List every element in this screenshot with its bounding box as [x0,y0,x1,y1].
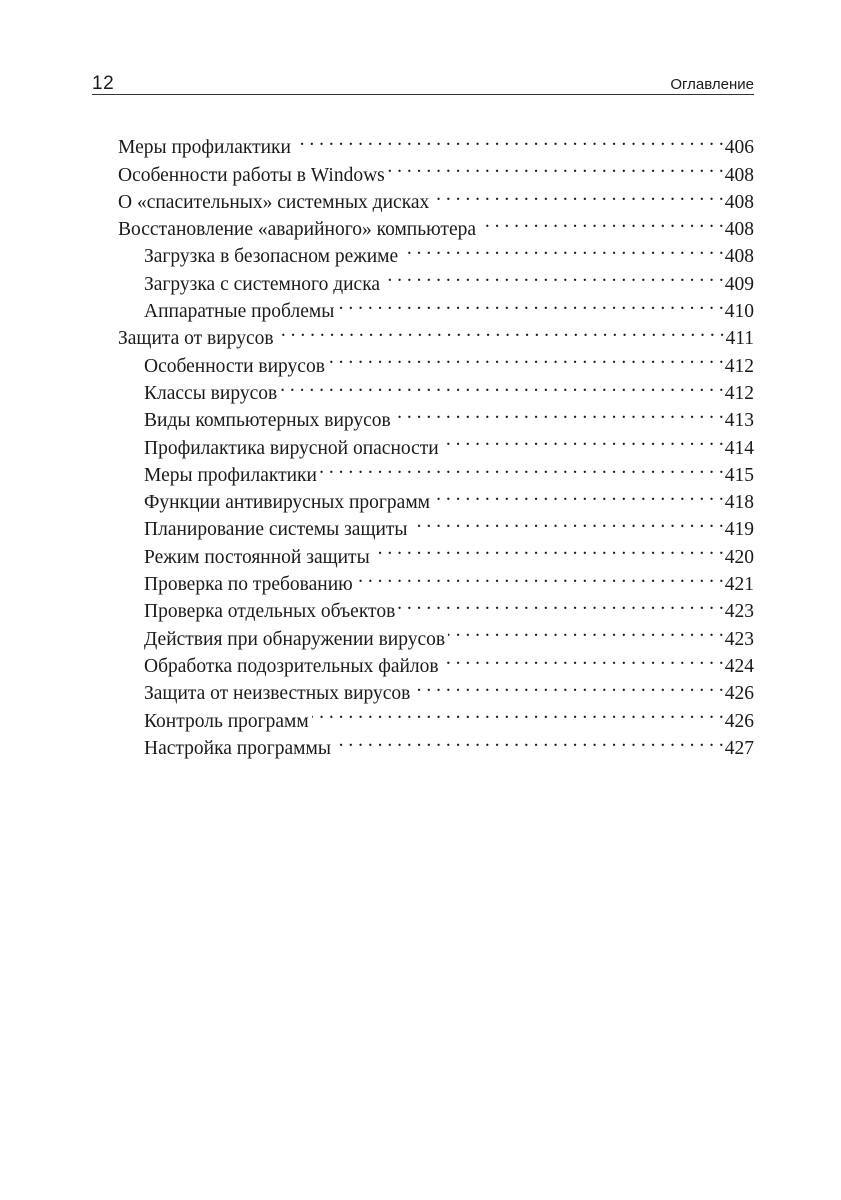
toc-entry-page: 418 [724,492,754,514]
toc-entry-title: Проверка отдельных объектов [144,601,396,623]
toc-entry-title: Режим постоянной защиты [144,546,370,568]
toc-entry-page: 426 [724,683,754,705]
dot-leader [413,672,723,699]
toc-entry-page: 406 [724,137,754,159]
toc-entry-page: 427 [724,737,754,759]
toc-entry-title: Особенности вирусов [144,355,325,377]
toc-entry-title: Меры профилактики [144,464,317,486]
toc-entry-title: Защита от неизвестных вирусов [144,683,411,705]
dot-leader [280,372,724,399]
dot-leader [373,535,724,562]
toc-entry-page: 412 [724,355,754,377]
toc-entry-page: 415 [724,464,754,486]
dot-leader [448,617,724,644]
toc-entry-page: 423 [724,628,754,650]
dot-leader [411,508,724,535]
toc-entry-title: Загрузка с системного диска [144,273,381,295]
dot-leader [479,208,724,235]
dot-leader [328,344,724,371]
toc-entry-title: Меры профилактики [118,137,291,159]
toc-entry-title: Обработка подозрительных файлов [144,655,439,677]
toc-entry-title: Аппаратные проблемы [144,301,335,323]
toc-entry-page: 413 [724,410,754,432]
dot-leader [334,727,724,754]
dot-leader [356,563,724,590]
table-of-contents [118,126,754,759]
dot-leader [442,645,724,672]
dot-leader [398,590,723,617]
toc-entry-title: Настройка программы [144,737,331,759]
toc-entry[interactable] [118,126,754,159]
toc-entry-title: Восстановление «аварийного» компьютера [118,219,477,241]
dot-leader [442,426,724,453]
toc-entry-page: 414 [724,437,754,459]
toc-entry-page: 420 [724,546,754,568]
toc-entry-page: 411 [725,328,754,350]
toc-entry-title: Защита от вирусов [118,328,274,350]
toc-entry-title: Загрузка в безопасном режиме [144,246,399,268]
toc-entry-title: Профилактика вирусной опасности [144,437,439,459]
running-title: Оглавление [670,76,754,93]
page-number: 12 [92,73,115,94]
toc-entry-title: Функции антивирусных программ [144,492,431,514]
toc-entry-page: 424 [724,655,754,677]
toc-entry-page: 408 [724,164,754,186]
page-header [92,72,754,95]
dot-leader [277,317,725,344]
dot-leader [401,235,724,262]
dot-leader [433,481,724,508]
dot-leader [432,181,723,208]
toc-entry-title: О «спасительных» системных дисках [118,191,430,213]
toc-entry-page: 408 [724,219,754,241]
toc-entry-page: 421 [724,574,754,596]
dot-leader [294,126,724,153]
toc-entry-title: Проверка по требованию [144,574,353,596]
dot-leader [383,262,724,289]
toc-entry-page: 412 [724,382,754,404]
toc-entry-title: Контроль программ [144,710,309,732]
dot-leader [388,153,724,180]
toc-entry-title: Планирование системы защиты [144,519,408,541]
dot-leader [394,399,724,426]
toc-entry-page: 408 [724,246,754,268]
dot-leader [337,290,723,317]
dot-leader [312,699,724,726]
toc-entry-page: 426 [724,710,754,732]
toc-entry-page: 419 [724,519,754,541]
toc-entry-page: 408 [724,191,754,213]
toc-entry-page: 423 [724,601,754,623]
toc-entry-page: 409 [724,273,754,295]
toc-entry-title: Классы вирусов [144,382,278,404]
dot-leader [320,454,724,481]
toc-entry-title: Особенности работы в Windows [118,164,385,186]
toc-entry-title: Виды компьютерных вирусов [144,410,391,432]
toc-entry-page: 410 [724,301,754,323]
toc-entry-title: Действия при обнаружении вирусов [144,628,446,650]
